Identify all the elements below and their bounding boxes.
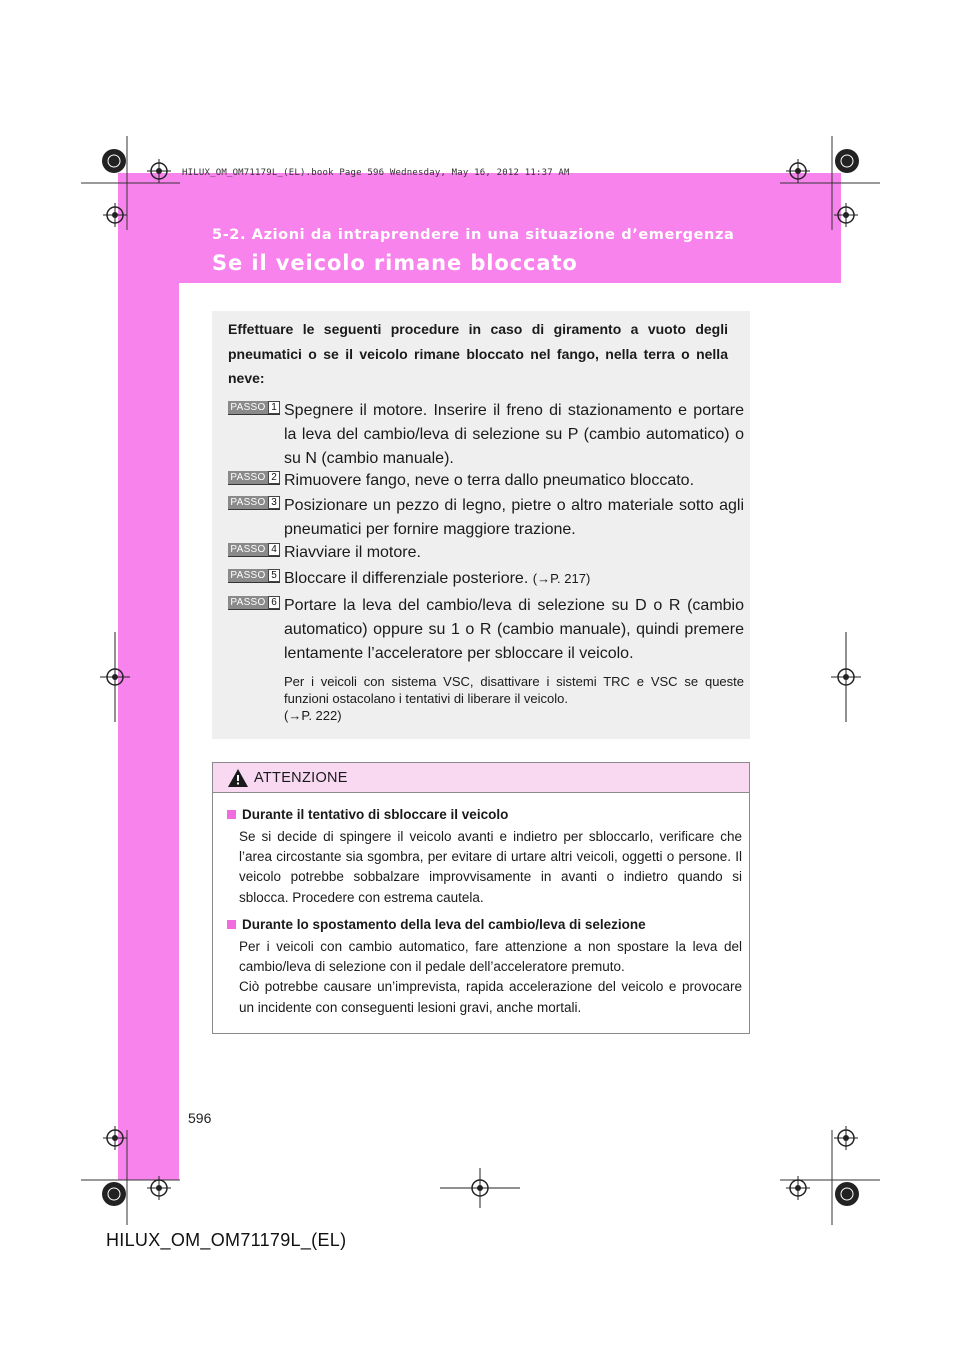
page-title: Se il veicolo rimane bloccato bbox=[212, 251, 578, 275]
crosshair-icon bbox=[100, 632, 130, 722]
crosshair-icon bbox=[786, 1176, 810, 1200]
step-number: 2 bbox=[268, 471, 280, 484]
warning-item-heading bbox=[227, 805, 742, 825]
step-number: 6 bbox=[268, 596, 280, 609]
warning-item-2 bbox=[227, 915, 742, 1018]
page-reference: (→P. 217) bbox=[532, 571, 591, 586]
crosshair-icon bbox=[440, 1168, 520, 1208]
step-number: 5 bbox=[268, 569, 280, 582]
step-note-text: Per i veicoli con sistema VSC, disattivare i sistemi TRC e VSC se queste funzioni ostacolano i tentativi di liberare il veicolo. bbox=[284, 674, 744, 706]
registration-mark-icon bbox=[833, 147, 861, 175]
step-badge bbox=[228, 471, 280, 485]
warning-item-heading bbox=[227, 915, 742, 935]
step-badge bbox=[228, 596, 280, 610]
step-badge bbox=[228, 543, 280, 557]
step-label: PASSO bbox=[228, 569, 268, 582]
step-number: 4 bbox=[268, 543, 280, 556]
registration-mark-icon bbox=[100, 1180, 128, 1208]
step-number: 3 bbox=[268, 496, 280, 509]
page-reference: (→P. 222) bbox=[284, 708, 342, 723]
warning-item-body: Per i veicoli con cambio automatico, fare attenzione a non spostare la leva del cambio/leva di selezione con il pedale dell’acceleratore premuto. bbox=[239, 939, 742, 975]
crosshair-icon bbox=[147, 1176, 171, 1200]
warning-item-1 bbox=[227, 805, 742, 908]
warning-header bbox=[213, 763, 749, 793]
step-text: Rimuovere fango, neve o terra dallo pneumatico bloccato. bbox=[284, 472, 695, 489]
step-number: 1 bbox=[268, 401, 280, 414]
registration-mark-icon bbox=[100, 147, 128, 175]
warning-item-body-2: Ciò potrebbe causare un’imprevista, rapida accelerazione del veicolo e provocare un incidente con conseguenti lesioni gravi, anche mortali. bbox=[239, 979, 742, 1015]
crosshair-icon bbox=[834, 203, 858, 227]
footer-code: HILUX_OM_OM71179L_(EL) bbox=[106, 1230, 347, 1250]
section-subtitle: 5-2. Azioni da intraprendere in una situazione d’emergenza bbox=[212, 227, 735, 243]
page-number: 596 bbox=[188, 1110, 212, 1126]
procedure-intro: Effettuare le seguenti procedure in caso di giramento a vuoto degli pneumatici o se il veicolo rimane bloccato nel fango, nella terra o nella neve: bbox=[228, 321, 728, 386]
crosshair-icon bbox=[786, 159, 810, 183]
step-text: Riavviare il motore. bbox=[284, 544, 421, 561]
warning-icon bbox=[228, 769, 248, 787]
step-note bbox=[284, 673, 744, 724]
bullet-square-icon bbox=[227, 810, 236, 819]
step-badge bbox=[228, 496, 280, 510]
warning-title: ATTENZIONE bbox=[254, 770, 348, 786]
step-label: PASSO bbox=[228, 471, 268, 484]
step-label: PASSO bbox=[228, 496, 268, 509]
crosshair-icon bbox=[834, 1126, 858, 1150]
step-label: PASSO bbox=[228, 543, 268, 556]
step-text bbox=[284, 567, 744, 591]
crosshair-icon bbox=[831, 632, 861, 722]
step-text-main: Bloccare il differenziale posteriore. bbox=[284, 570, 529, 587]
registration-mark-icon bbox=[833, 1180, 861, 1208]
crosshair-icon bbox=[147, 159, 171, 183]
step-text: Spegnere il motore. Inserire il freno di stazionamento e portare la leva del cambio/leva di selezione su P (cambio automatico) o su N (cambio manuale). bbox=[284, 402, 744, 467]
warning-box bbox=[212, 762, 750, 1034]
step-label: PASSO bbox=[228, 596, 268, 609]
warning-heading-text: Durante lo spostamento della leva del cambio/leva di selezione bbox=[242, 917, 646, 932]
bullet-square-icon bbox=[227, 920, 236, 929]
crosshair-icon bbox=[103, 203, 127, 227]
book-info-line: HILUX_OM_OM71179L_(EL).book Page 596 Wednesday, May 16, 2012 11:37 AM bbox=[182, 168, 570, 178]
step-badge bbox=[228, 401, 280, 415]
warning-heading-text: Durante il tentativo di sbloccare il veicolo bbox=[242, 807, 509, 822]
procedure-box bbox=[212, 311, 750, 739]
step-text: Portare la leva del cambio/leva di selezione su D o R (cambio automatico) oppure su 1 o R (cambio manuale), quindi premere lentamente l’acceleratore per sbloccare il veicolo. bbox=[284, 597, 744, 662]
warning-item-body: Se si decide di spingere il veicolo avanti e indietro per sbloccarlo, verificare che l’area circostante sia sgombra, per evitare di urtare altri veicoli, oggetti o persone. Il veicolo potrebbe sobbalzare improvvisamente in avanti o indietro quando si sblocca. Procedere con estrema cautela. bbox=[239, 829, 742, 905]
step-badge bbox=[228, 569, 280, 583]
step-text: Posizionare un pezzo di legno, pietre o altro materiale sotto agli pneumatici per fornire maggiore trazione. bbox=[284, 497, 744, 538]
step-label: PASSO bbox=[228, 401, 268, 414]
crosshair-icon bbox=[103, 1126, 127, 1150]
